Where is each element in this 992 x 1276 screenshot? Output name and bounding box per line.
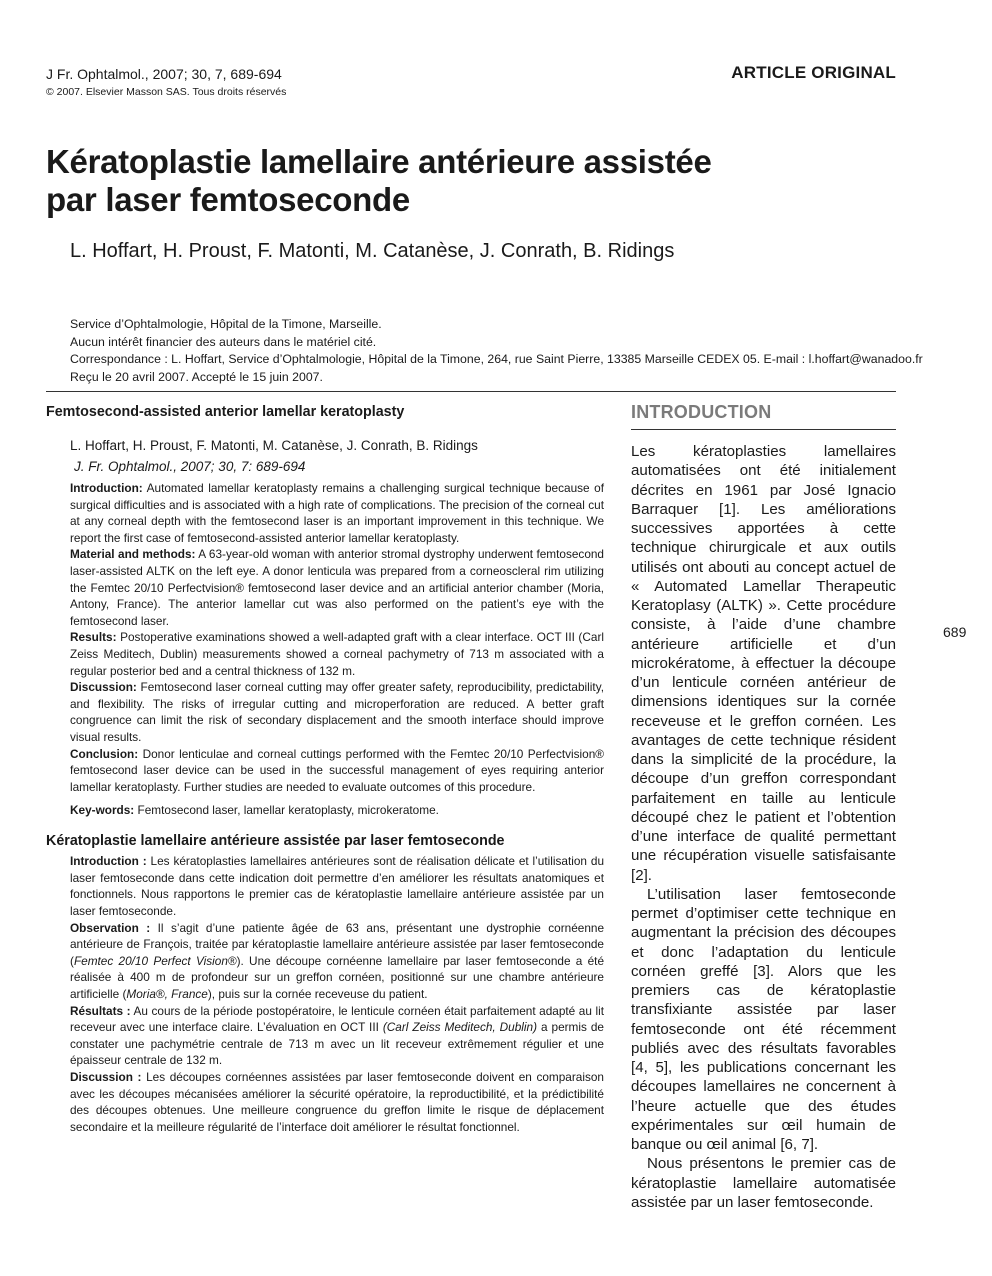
introduction-paragraph: Les kératoplasties lamellaires automatisées ont été initialement décrites en 1961 par José Ignacio Barraquer [1]. Les améliorations successives apportées à cette technique chirurgicale et aux outils utilisés ont abouti au concept actuel de « Automated Lamellar Therapeutic Keratoplasy (ALTK) ». Cette procédure consiste, à l’aide d’une chambre antérieure artificielle et d’un microkératome, à effectuer la découpe d’un lenticule cornéen antérieur de dimensions identiques sur la cornée receveuse et le greffon cornéen. Les avantages de cette technique résident dans la simplicité de la procédure, la découpe d’un greffon correspondant parfaitement en taille au lenticule découpé chez le patient et l’obtention d’une interface de qualité permettant une récupération visuelle satisfaisante [2]. <box>631 443 896 884</box>
header-divider <box>46 391 896 392</box>
section-text: Il s’agit d’une patiente âgée de 63 ans, présentant une dystrophie cornéenne antérieure de François, traitée par kératoplastie lamellaire antérieure assistée par laser femtoseconde ( <box>70 920 605 968</box>
introduction-divider <box>631 429 896 430</box>
section-label: Résultats : <box>70 1003 131 1018</box>
article-type: ARTICLE ORIGINAL <box>731 63 896 82</box>
section-label: Conclusion: <box>70 746 139 761</box>
affiliation-service: Service d’Ophtalmologie, Hôpital de la Timone, Marseille. <box>70 317 382 331</box>
section-label: Introduction: <box>70 481 143 495</box>
french-abstract <box>70 853 604 1135</box>
section-label: Observation : <box>70 920 151 935</box>
english-citation: J. Fr. Ophtalmol., 2007; 30, 7: 689-694 <box>74 459 306 474</box>
section-text: a permis de constater une pachymétrie centrale de 713 m avec un lit receveur extrêmement régulier et une épaisseur centrale de 132 m. <box>70 1020 604 1068</box>
section-italic: (Carl Zeiss Meditech, Dublin) <box>382 1020 538 1035</box>
english-abstract <box>70 480 604 795</box>
section-label: Material and methods: <box>70 547 196 562</box>
french-abstract-title: Kératoplastie lamellaire antérieure assistée par laser femtoseconde <box>46 833 505 850</box>
author-list: L. Hoffart, H. Proust, F. Matonti, M. Catanèse, J. Conrath, B. Ridings <box>70 240 675 262</box>
section-text: A 63-year-old woman with anterior stromal dystrophy underwent femtosecond laser-assisted ALTK on the left eye. A donor lenticula was prepared from a corneoscleral rim utilizing the Femtec 20/10 Perfectvision® femtosecond laser device and an artificial anterior chamber (Moria, Antony, France). The anterior lamellar cut was also performed on the patient’s eye with the femtosecond laser. <box>70 547 604 628</box>
section-text: Automated lamellar keratoplasty remains a challenging surgical technique because of surgical difficulties and is associated with a high rate of complications. The precision of the corneal cut at any corneal depth with the femtosecond laser is an important improvement in this technique. We report the first case of femtosecond-assisted anterior lamellar keratoplasty. <box>70 481 604 545</box>
article-title-line: par laser femtoseconde <box>46 181 410 218</box>
section-text: Au cours de la période postopératoire, le lenticule cornéen était parfaitement adapté au lit receveur avec une interface claire. L’évaluation en OCT III <box>70 1003 604 1035</box>
correspondence: Correspondance : L. Hoffart, Service d’Ophtalmologie, Hôpital de la Timone, 264, rue Saint Pierre, 13385 Marseille CEDEX 05. E-mail : l.hoffart@wanadoo.fr <box>70 352 923 366</box>
abstract-paragraph <box>70 679 604 745</box>
abstract-paragraph <box>70 853 604 919</box>
english-abstract-title: Femtosecond-assisted anterior lamellar keratoplasty <box>46 404 405 420</box>
section-label: Discussion : <box>70 1070 142 1084</box>
article-title-line: Kératoplastie lamellaire antérieure assistée <box>46 143 712 180</box>
abstract-paragraph <box>70 480 604 546</box>
abstract-paragraph <box>70 1003 604 1069</box>
section-text: Les découpes cornéennes assistées par laser femtoseconde doivent en comparaison avec les découpes mécanisées améliorer la sécurité opératoire, la reproductibilité, et la prédictibilité des découpes obtenues. Une meilleure congruence du greffon limite le risque de déplacement secondaire et la meilleure régularité de l’interface doit améliorer le résultat fonctionnel. <box>70 1070 604 1134</box>
section-italic: Moria®, France <box>126 987 208 1002</box>
abstract-column <box>46 404 604 1135</box>
introduction-paragraph: Nous présentons le premier cas de kératoplastie lamellaire automatisée assistée par un laser femtoseconde. <box>631 1155 896 1211</box>
introduction-paragraph: L’utilisation laser femtoseconde permet d’optimiser cette technique en augmentant la précision des découpes et donc l’adaptation du lenticule cornéen greffé [3]. Alors que les premiers cas de kératoplastie transfixiante assistée par laser femtoseconde ont été récemment publiés avec des résultats favorables [4, 5], les publications concernant les découpes lamellaires ne concernent à l’heure actuelle que des études expérimentales sur œil humain de banque ou œil animal [6, 7]. <box>631 885 896 1153</box>
page-number: 689 <box>943 624 967 640</box>
section-label: Introduction : <box>70 854 147 869</box>
keywords-text: Femtosecond laser, lamellar keratoplasty, microkeratome. <box>137 803 439 818</box>
abstract-paragraph <box>70 1069 604 1135</box>
conflict-statement: Aucun intérêt financier des auteurs dans le matériel cité. <box>70 334 377 349</box>
copyright-notice: © 2007. Elsevier Masson SAS. Tous droits réservés <box>46 86 287 98</box>
received-dates: Reçu le 20 avril 2007. Accepté le 15 juin 2007. <box>70 369 323 384</box>
section-text: Femtosecond laser corneal cutting may offer greater safety, reproducibility, predictability, and flexibility. The risks of irregular cutting and microperforation are reduced. A better graft congruence can limit the risk of secondary displacement and the smooth interface should improve visual results. <box>70 680 604 744</box>
abstract-paragraph <box>70 629 604 679</box>
section-label: Results: <box>70 630 117 645</box>
article-title <box>46 143 886 219</box>
section-text: ), puis sur la cornée receveuse du patient. <box>207 987 428 1002</box>
introduction-column <box>631 402 896 1212</box>
journal-reference: J Fr. Ophtalmol., 2007; 30, 7, 689-694 <box>46 66 282 82</box>
abstract-paragraph <box>70 920 604 1003</box>
section-text: Les kératoplasties lamellaires antérieures sont de réalisation délicate et l’utilisation du laser femtoseconde dans cette indication doit permettre d’en améliorer les résultats anatomiques et fonctionnels. Nous rapportons le premier cas de kératoplastie lamellaire antérieure assistée par un laser femtoseconde. <box>70 854 605 919</box>
section-text: Donor lenticulae and corneal cuttings performed with the Femtec 20/10 Perfectvision® femtosecond laser device can be used in the successful management of eyes requiring anterior lamellar keratoplasty. Further studies are needed to evaluate outcomes of this procedure. <box>70 746 604 794</box>
section-text: Postoperative examinations showed a well-adapted graft with a clear interface. OCT III (Carl Zeiss Meditech, Dublin) measurements showed a corneal pachymetry of 713 m associated with a regular posterior bed and a central thickness of 132 m. <box>70 630 604 678</box>
keywords <box>70 803 604 817</box>
section-text: ). Une découpe cornéenne lamellaire par laser femtoseconde a été réalisée à 400 m de profondeur sur un greffon cornéen, positionné sur une chambre antérieure artificielle ( <box>70 953 605 1002</box>
introduction-body <box>631 442 896 1212</box>
section-label: Discussion: <box>70 680 137 695</box>
introduction-heading: INTRODUCTION <box>631 402 772 422</box>
affiliation-block <box>70 316 930 386</box>
abstract-paragraph <box>70 746 604 796</box>
english-authors: L. Hoffart, H. Proust, F. Matonti, M. Catanèse, J. Conrath, B. Ridings <box>70 438 478 453</box>
abstract-paragraph <box>70 546 604 629</box>
keywords-label: Key-words: <box>70 803 135 818</box>
section-italic: Femtec 20/10 Perfect Vision® <box>73 953 237 968</box>
